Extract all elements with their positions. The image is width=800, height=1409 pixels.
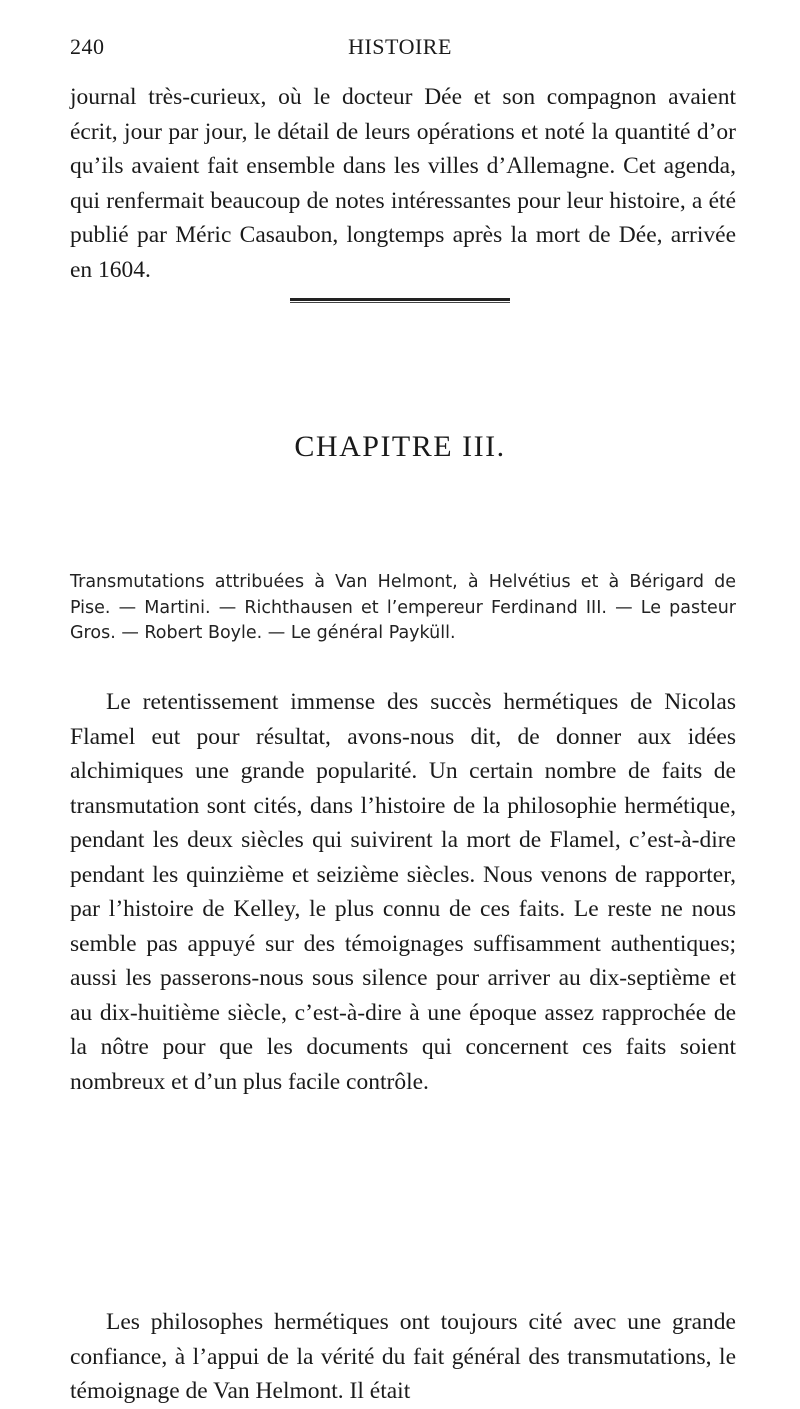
body-paragraph-last: Les philosophes hermétiques ont toujours cité avec une grande confiance, à l’appui de la vérité du fait général des transmutations, le témoignage de Van Helmont. Il était bbox=[70, 1309, 736, 1404]
chapter-title: CHAPITRE III. bbox=[294, 430, 506, 463]
body-paragraph: Le retentissement immense des succès hermétiques de Nicolas Flamel eut pour résultat, avons-nous dit, de donner aux idées alchimiques une grande popularité. Un certain nombre de faits de transmutation sont cités, dans l’histoire de la philosophie hermétique, pendant les deux siècles qui suivirent la mort de Flamel, c’est-à-dire pendant les quinzième et seizième siècles. Nous venons de rapporter, par l’histoire de Kelley, le plus connu de ces faits. Le reste ne nous semble pas appuyé sur des témoignages suffisamment authentiques; aussi les passerons-nous sous silence pour arriver au dix-septième et au dix-huitième siècle, c’est-à-dire à une époque assez rapprochée de la nôtre pour que les documents qui concernent ces faits soient nombreux et d’un plus facile contrôle. bbox=[70, 689, 736, 1095]
running-head bbox=[70, 34, 730, 64]
section-divider bbox=[290, 298, 510, 301]
chapter-summary: Transmutations attribuées à Van Helmont, à Helvétius et à Bérigard de Pise. — Martini. — Richthausen et l’empereur Ferdinand III. — Le pasteur Gros. — Robert Boyle. — Le général Payküll. bbox=[70, 572, 736, 643]
running-title: HISTOIRE bbox=[348, 34, 452, 59]
continued-paragraph: journal très-curieux, où le docteur Dée et son compagnon avaient écrit, jour par jour, le détail de leurs opérations et noté la quantité d’or qu’ils avaient fait ensemble dans les villes d’Allemagne. Cet agenda, qui renfermait beaucoup de notes intéressantes pour leur histoire, a été publié par Méric Casaubon, longtemps après la mort de Dée, arrivée en 1604. bbox=[70, 84, 736, 283]
page-number: 240 bbox=[70, 34, 105, 59]
